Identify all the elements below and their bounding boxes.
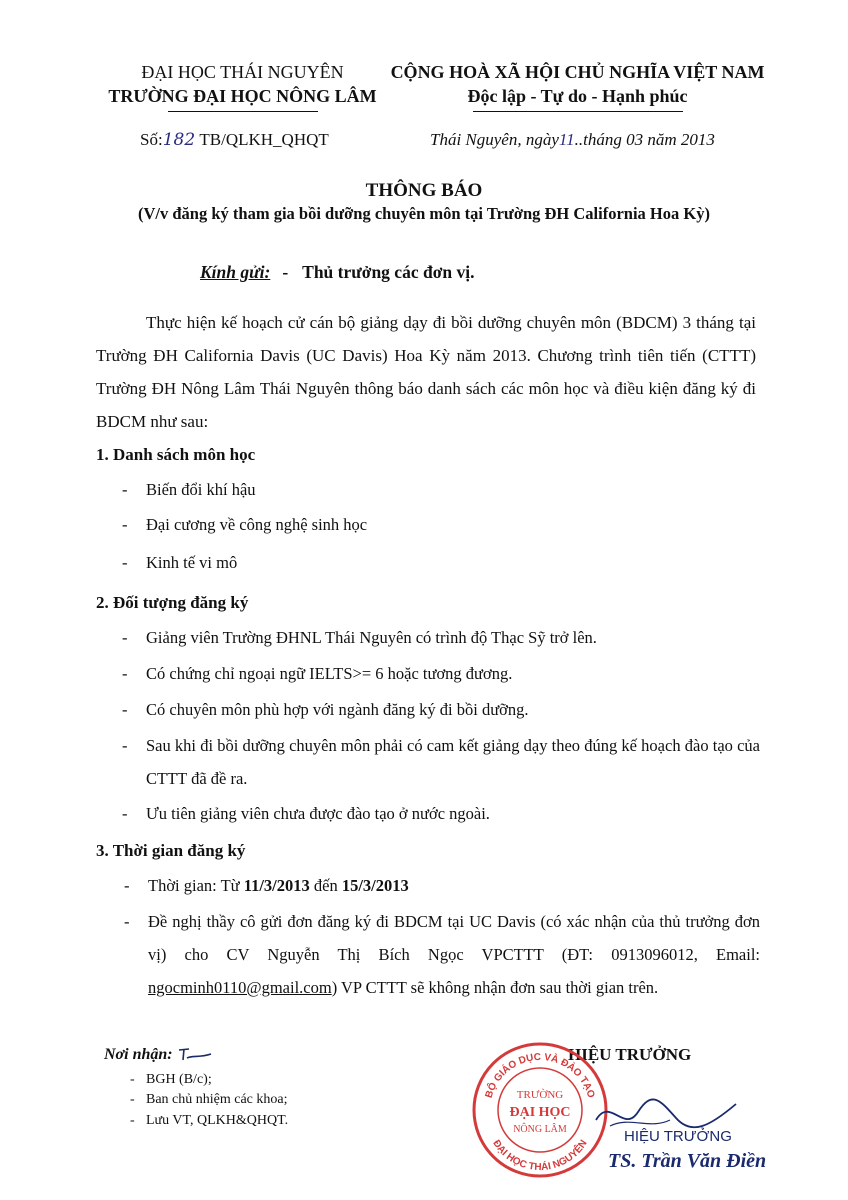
signatory-title: HIỆU TRƯỞNG xyxy=(568,1045,692,1064)
salutation-label: Kính gửi: xyxy=(200,262,271,282)
issuer-school: TRƯỜNG ĐẠI HỌC NÔNG LÂM xyxy=(108,86,377,106)
list-item: - Sau khi đi bồi dưỡng chuyên môn phải có cam kết giảng dạy theo đúng kế hoạch đào tạo của CTTT đã đề ra. xyxy=(122,736,760,788)
salutation xyxy=(200,262,474,283)
national-motto-block xyxy=(385,60,770,112)
list-item: - Kinh tế vi mô xyxy=(122,553,238,572)
email-link[interactable]: ngocminh0110@gmail.com xyxy=(148,978,332,997)
recipient-item: - Lưu VT, QLKH&QHQT. xyxy=(130,1113,289,1128)
list-item: - Giảng viên Trường ĐHNL Thái Nguyên có trình độ Thạc Sỹ trở lên. xyxy=(122,628,597,647)
time-to: 15/3/2013 xyxy=(341,876,409,895)
intro-text: Thực hiện kế hoạch cử cán bộ giảng dạy đi bồi dưỡng chuyên môn (BDCM) 3 tháng tại Trường ĐH California Davis (UC Davis) Hoa Kỳ năm 2013. Chương trình tiên tiến (CTTT) Trường ĐH Nông Lâm Thái Nguyên thông báo danh sách các môn học và điều kiện đăng ký đi BDCM như sau: xyxy=(96,313,756,431)
svg-text:ĐẠI HỌC: ĐẠI HỌC xyxy=(509,1105,571,1120)
official-seal-icon xyxy=(470,1040,610,1180)
country-name: CỘNG HOÀ XÃ HỘI CHỦ NGHĨA VIỆT NAM xyxy=(390,62,765,82)
svg-text:TRƯỜNG: TRƯỜNG xyxy=(516,1089,564,1101)
list-item: - Đại cương về công nghệ sinh học xyxy=(122,515,368,534)
issuer-underline xyxy=(168,111,318,112)
document-number xyxy=(140,130,329,150)
document-number-suffix: TB/QLKH_QHQT xyxy=(199,130,329,149)
issuer-university: ĐẠI HỌC THÁI NGUYÊN xyxy=(141,62,344,82)
recipients-label: Nơi nhận: xyxy=(104,1046,213,1064)
svg-text:NÔNG LÂM: NÔNG LÂM xyxy=(513,1124,567,1135)
list-item: - Ưu tiên giảng viên chưa được đào tạo ở nước ngoài. xyxy=(122,804,490,823)
document-number-handwritten: 182 xyxy=(162,130,196,150)
issuer-block xyxy=(100,60,385,112)
date-day-handwritten: 11 xyxy=(558,130,575,149)
motto: Độc lập - Tự do - Hạnh phúc xyxy=(467,86,688,106)
time-from: 11/3/2013 xyxy=(243,876,310,895)
salutation-recipient: Thủ trưởng các đơn vị. xyxy=(302,262,475,282)
registration-request: - Đề nghị thầy cô gửi đơn đăng ký đi BDCM tại UC Davis (có xác nhận của thủ trưởng đơn vị) cho CV Nguyễn Thị Bích Ngọc VPCTTT (ĐT: 0913096012, Email: ngocminh0110@gmail.com) VP CTTT sẽ không nhận đơn sau thời gian trên. xyxy=(124,912,760,997)
list-item: - Biến đổi khí hậu xyxy=(122,480,256,499)
document-subtitle: (V/v đăng ký tham gia bồi dưỡng chuyên môn tại Trường ĐH California Hoa Kỳ) xyxy=(138,204,710,223)
section-1-heading: 1. Danh sách môn học xyxy=(96,445,256,464)
recipient-item: - BGH (B/c); xyxy=(130,1072,212,1087)
document-date xyxy=(430,130,715,150)
date-prefix: Thái Nguyên, ngày xyxy=(430,130,559,149)
recipient-item: - Ban chủ nhiệm các khoa; xyxy=(130,1092,288,1107)
list-item: - Có chứng chỉ ngoại ngữ IELTS>= 6 hoặc tương đương. xyxy=(122,664,513,683)
date-suffix: ..tháng 03 năm 2013 xyxy=(574,130,715,149)
motto-underline xyxy=(473,111,683,112)
initials-scribble-icon xyxy=(177,1046,213,1064)
salutation-dash: - xyxy=(282,262,289,282)
section-2-heading: 2. Đối tượng đăng ký xyxy=(96,593,249,612)
section-3-heading: 3. Thời gian đăng ký xyxy=(96,841,246,860)
seal-title-text: HIỆU TRƯỞNG xyxy=(624,1128,732,1145)
registration-time: - Thời gian: Từ 11/3/2013 đến 15/3/2013 xyxy=(124,876,409,895)
svg-text:ĐẠI HỌC THÁI NGUYÊN: ĐẠI HỌC THÁI NGUYÊN xyxy=(490,1138,590,1174)
signatory-name: TS. Trần Văn Điền xyxy=(608,1150,767,1172)
document-title: THÔNG BÁO xyxy=(365,180,483,201)
list-item: - Có chuyên môn phù hợp với ngành đăng ký đi bồi dưỡng. xyxy=(122,700,529,719)
svg-text:BỘ GIÁO DỤC VÀ ĐÀO TẠO: BỘ GIÁO DỤC VÀ ĐÀO TẠO xyxy=(483,1051,597,1100)
document-number-prefix: Số: xyxy=(140,130,163,149)
intro-paragraph xyxy=(96,306,756,438)
